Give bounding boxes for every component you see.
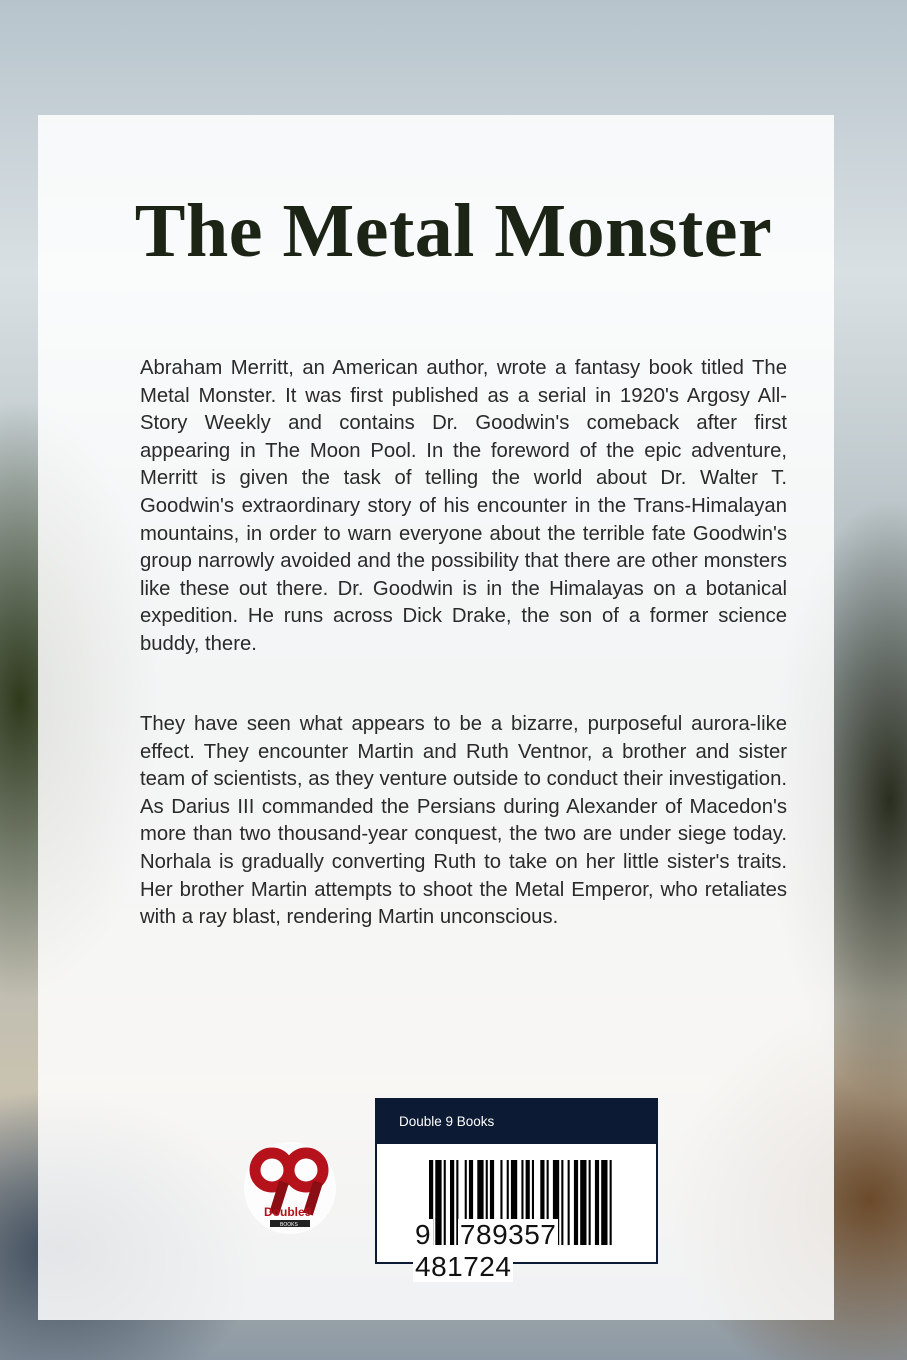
publisher-logo: [244, 1138, 336, 1238]
isbn-barcode-box: [375, 1098, 658, 1282]
synopsis-paragraph-2: They have seen what appears to be a bizarre, purposeful aurora-like effect. They encounter Martin and Ruth Ventnor, a brother and sister team of scientists, as they venture outside to conduct their investigation. As Darius III commanded the Persians during Alexander of Macedon's more than two thousand-year conquest, the two are under siege today. Norhala is gradually converting Ruth to take on her little sister's traits. Her brother Martin attempts to shoot the Metal Emperor, who retaliates with a ray blast, rendering Martin unconscious.: [140, 713, 787, 929]
isbn-prefix: 9: [415, 1219, 432, 1250]
publisher-name: Double 9 Books: [377, 1100, 656, 1144]
isbn-group-2: 481724: [415, 1251, 512, 1282]
isbn-number: [413, 1219, 656, 1283]
book-title: The Metal Monster: [134, 189, 773, 273]
isbn-group-1: 789357: [459, 1219, 557, 1250]
svg-text:BOOKS: BOOKS: [280, 1222, 298, 1228]
svg-text:Double9: Double9: [264, 1205, 312, 1219]
synopsis-paragraph-1: Abraham Merritt, an American author, wrote a fantasy book titled The Metal Monster. It was first published as a serial in 1920's Argosy All-Story Weekly and contains Dr. Goodwin's comeback after first appearing in The Moon Pool. In the foreword of the epic adventure, Merritt is given the task of telling the world about Dr. Walter T. Goodwin's extraordinary story of his encounter in the Trans-Himalayan mountains, in order to warn everyone about the terrible fate Goodwin's group narrowly avoided and the possibility that there are other monsters like these out there. Dr. Goodwin is in the Himalayas on a botanical expedition. He runs across Dick Drake, the son of a former science buddy, there.: [140, 357, 787, 655]
